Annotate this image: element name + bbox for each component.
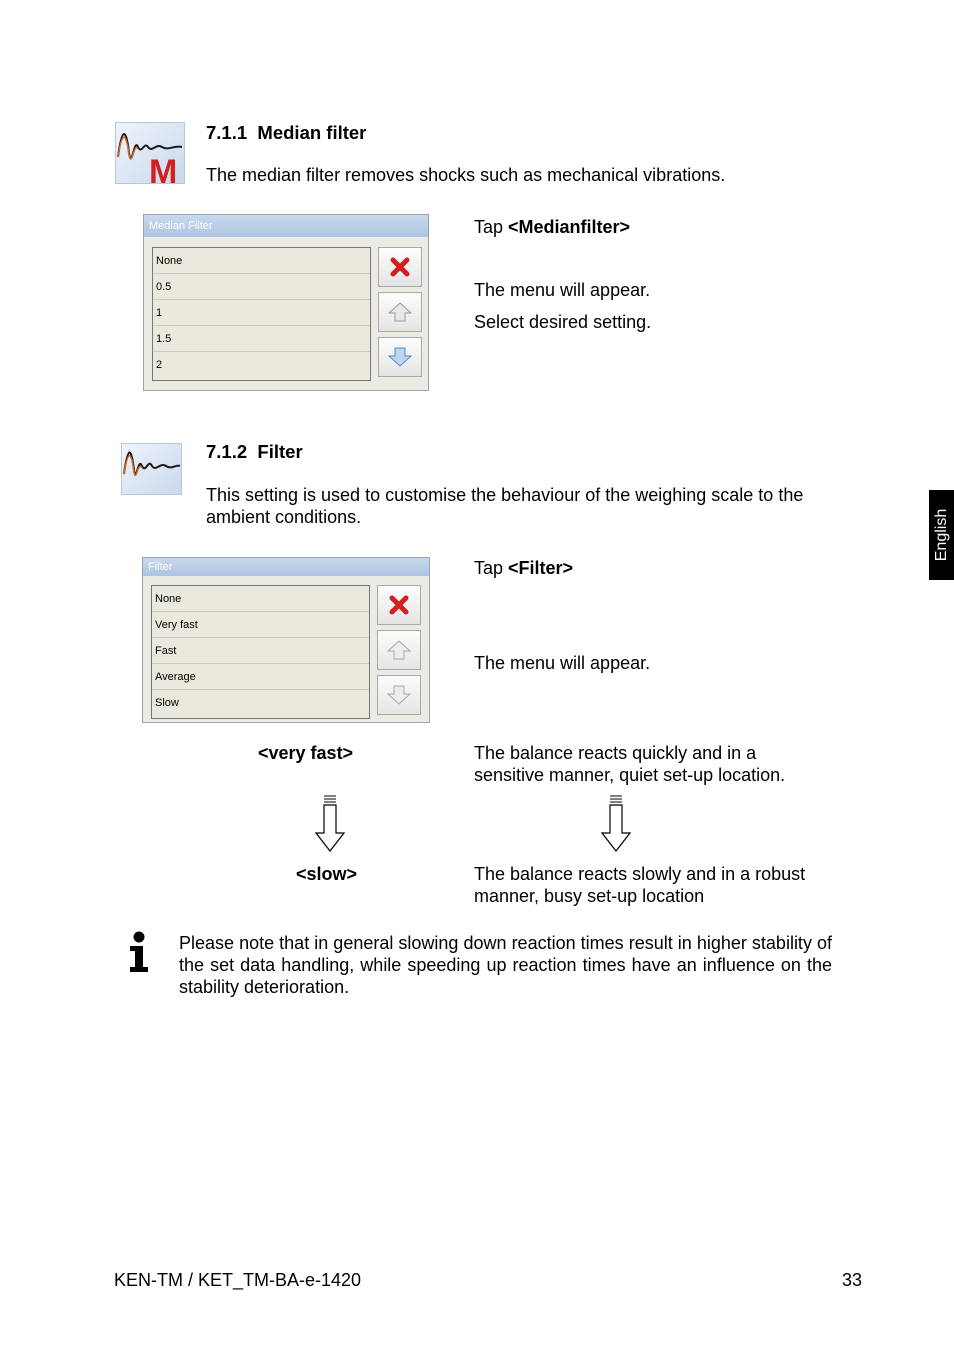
language-tab	[929, 490, 954, 580]
filter-intro: This setting is used to customise the behaviour of the weighing scale to the ambient conditions.	[206, 485, 804, 527]
option-very-fast[interactable]: Very fast	[152, 612, 369, 638]
close-button[interactable]	[378, 247, 422, 287]
filter-dialog	[142, 557, 430, 723]
option-none[interactable]: None	[152, 586, 369, 612]
menu-appears-text: The menu will appear.	[474, 280, 651, 300]
select-setting-text: Select desired setting.	[474, 312, 652, 332]
info-note-text: Please note that in general slowing down reaction times result in higher stability of the set data handling, while speeding up reaction times have an influence on the stability deterioration.	[179, 933, 832, 997]
arrow-down-icon	[386, 684, 412, 706]
footer-doc-id: KEN-TM / KET_TM-BA-e-1420	[114, 1270, 362, 1290]
language-tab-label: English	[932, 508, 950, 562]
tap-filter-instruction	[474, 557, 573, 579]
footer-page-number: 33	[842, 1270, 863, 1290]
median-filter-dialog	[143, 214, 429, 391]
scroll-down-button[interactable]	[377, 675, 421, 715]
section-heading-median-filter: 7.1.1 Median filter	[206, 122, 367, 143]
very-fast-description: The balance reacts quickly and in a sensitive manner, quiet set-up location.	[474, 743, 786, 785]
filter-icon	[121, 443, 182, 495]
option-average[interactable]: Average	[152, 664, 369, 690]
svg-text:M: M	[149, 153, 178, 183]
close-icon	[389, 256, 411, 278]
down-arrow-icon	[315, 795, 345, 855]
median-filter-intro: The median filter removes shocks such as mechanical vibrations.	[206, 165, 726, 185]
very-fast-label: <very fast>	[258, 743, 354, 763]
menu-appears-text: The menu will appear.	[474, 653, 651, 673]
option-list	[151, 585, 370, 719]
dialog-title: Filter	[143, 558, 429, 576]
option-1-5[interactable]: 1.5	[153, 326, 370, 352]
arrow-up-icon	[387, 301, 413, 323]
slow-description: The balance reacts slowly and in a robust manner, busy set-up location	[474, 864, 806, 906]
tap-prefix: Tap	[474, 558, 509, 578]
median-filter-icon	[115, 122, 185, 184]
option-list	[152, 247, 371, 381]
info-icon	[127, 931, 151, 973]
option-2[interactable]: 2	[156, 359, 163, 371]
close-button[interactable]	[377, 585, 421, 625]
tap-medianfilter-instruction	[474, 216, 630, 238]
scroll-up-button[interactable]	[378, 292, 422, 332]
down-arrow-icon	[601, 795, 631, 855]
arrow-up-icon	[386, 639, 412, 661]
scroll-down-button[interactable]	[378, 337, 422, 377]
tap-target: <Medianfilter>	[508, 217, 631, 237]
slow-label: <slow>	[296, 864, 358, 884]
option-0-5[interactable]: 0.5	[153, 274, 370, 300]
dialog-title: Median Filter	[144, 215, 428, 237]
option-fast[interactable]: Fast	[152, 638, 369, 664]
scroll-up-button[interactable]	[377, 630, 421, 670]
close-icon	[388, 594, 410, 616]
option-none[interactable]: None	[153, 248, 370, 274]
option-1[interactable]: 1	[153, 300, 370, 326]
tap-prefix: Tap	[474, 217, 509, 237]
arrow-down-icon	[387, 346, 413, 368]
option-slow[interactable]: Slow	[155, 697, 179, 709]
section-heading-filter: 7.1.2 Filter	[206, 441, 303, 462]
tap-target: <Filter>	[508, 558, 574, 578]
